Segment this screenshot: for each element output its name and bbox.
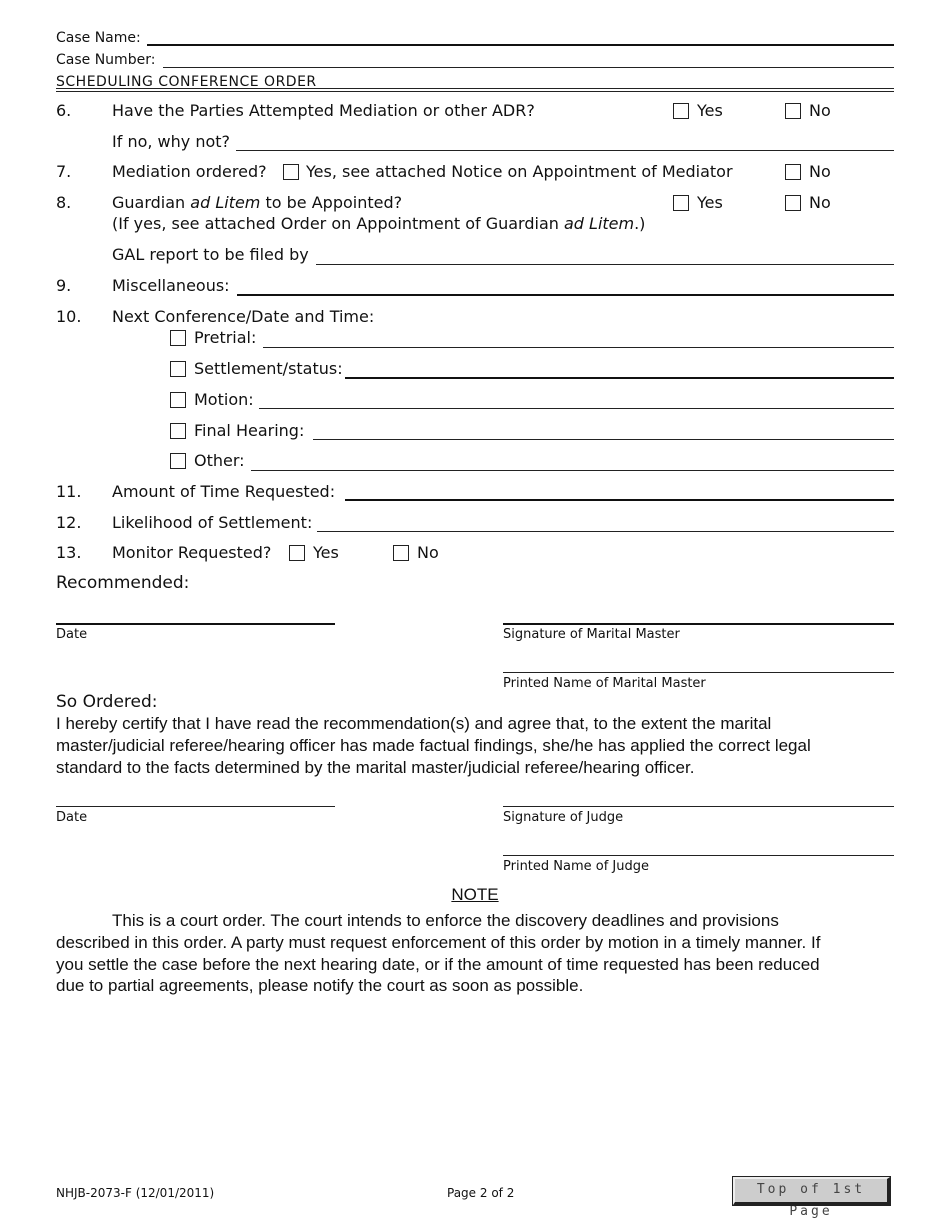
item-12-number: 12. (56, 513, 82, 532)
judge-signature-field[interactable] (503, 806, 894, 807)
item-10-number: 10. (56, 307, 82, 326)
item-6-why-field[interactable] (236, 150, 894, 151)
monitor-yes-checkbox[interactable] (289, 545, 305, 561)
motion-field[interactable] (259, 408, 894, 409)
note-line-2: described in this order. A party must request enforcement of this order by motion in a timely manner. If (56, 933, 821, 952)
master-signature-field[interactable] (503, 623, 894, 625)
other-checkbox[interactable] (170, 453, 186, 469)
item-6-yes-checkbox[interactable] (673, 103, 689, 119)
case-name-label: Case Name: (56, 30, 141, 46)
top-of-first-page-button[interactable]: Top of 1st Page (733, 1177, 890, 1205)
certify-line-2: master/judicial referee/hearing officer has made factual findings, she/he has applied the correct legal (56, 736, 811, 755)
final-hearing-checkbox[interactable] (170, 423, 186, 439)
item-8-yes-label: Yes (697, 193, 723, 212)
motion-checkbox[interactable] (170, 392, 186, 408)
settlement-field[interactable] (345, 377, 894, 379)
case-number-field[interactable] (163, 67, 894, 68)
monitor-no-label: No (417, 543, 439, 562)
item-13-number: 13. (56, 543, 82, 562)
item-7-no-label: No (809, 162, 831, 181)
miscellaneous-field[interactable] (237, 294, 894, 296)
item-8-q-ital: ad Litem (190, 193, 261, 212)
final-hearing-field[interactable] (313, 439, 894, 440)
other-label: Other: (194, 451, 245, 470)
settlement-likelihood-field[interactable] (317, 531, 894, 532)
gal-report-label: GAL report to be filed by (112, 245, 309, 264)
ordered-date-label: Date (56, 810, 88, 825)
item-8-sub-pre: (If yes, see attached Order on Appointment of Guardian (112, 214, 559, 233)
item-10-label: Next Conference/Date and Time: (112, 307, 375, 326)
case-number-label: Case Number: (56, 52, 156, 68)
item-6-yes-label: Yes (697, 101, 723, 120)
note-line-1: This is a court order. The court intends to enforce the discovery deadlines and provisions (112, 911, 779, 930)
item-7-yes-checkbox[interactable] (283, 164, 299, 180)
item-6-followup-label: If no, why not? (112, 132, 231, 151)
gal-report-field[interactable] (316, 264, 894, 265)
recommended-date-label: Date (56, 627, 88, 642)
so-ordered-heading: So Ordered: (56, 692, 158, 712)
pretrial-label: Pretrial: (194, 328, 257, 347)
certify-line-3: standard to the facts determined by the marital master/judicial referee/hearing officer. (56, 758, 695, 777)
item-8-no-checkbox[interactable] (785, 195, 801, 211)
item-8-q-pre: Guardian (112, 193, 186, 212)
settlement-checkbox[interactable] (170, 361, 186, 377)
judge-printed-name-label: Printed Name of Judge (503, 859, 650, 874)
page-number: Page 2 of 2 (447, 1186, 515, 1200)
item-11-label: Amount of Time Requested: (112, 482, 336, 501)
item-7-question: Mediation ordered? (112, 162, 267, 181)
item-9-number: 9. (56, 276, 72, 295)
item-8-yes-checkbox[interactable] (673, 195, 689, 211)
item-7-number: 7. (56, 162, 72, 181)
pretrial-checkbox[interactable] (170, 330, 186, 346)
item-13-label: Monitor Requested? (112, 543, 272, 562)
item-8-question (112, 193, 402, 213)
item-7-yes-label: Yes, see attached Notice on Appointment of Mediator (306, 162, 733, 181)
form-id: NHJB-2073-F (12/01/2011) (56, 1186, 215, 1200)
item-8-no-label: No (809, 193, 831, 212)
pretrial-field[interactable] (263, 347, 894, 348)
motion-label: Motion: (194, 390, 254, 409)
final-hearing-label: Final Hearing: (194, 421, 305, 440)
settlement-label: Settlement/status: (194, 359, 343, 378)
item-11-number: 11. (56, 482, 82, 501)
recommended-heading: Recommended: (56, 573, 190, 593)
item-8-subnote (112, 214, 645, 234)
item-7-no-checkbox[interactable] (785, 164, 801, 180)
ordered-date-field[interactable] (56, 806, 335, 807)
item-8-sub-ital: ad Litem (563, 214, 635, 233)
judge-signature-label: Signature of Judge (503, 810, 624, 825)
master-printed-name-field[interactable] (503, 672, 894, 673)
item-8-sub-post: .) (634, 214, 646, 233)
master-signature-label: Signature of Marital Master (503, 627, 680, 642)
item-6-question: Have the Parties Attempted Mediation or other ADR? (112, 101, 535, 120)
item-8-q-post: to be Appointed? (265, 193, 403, 212)
other-field[interactable] (251, 470, 894, 471)
recommended-date-field[interactable] (56, 623, 335, 625)
judge-printed-name-field[interactable] (503, 855, 894, 856)
note-line-3: you settle the case before the next hearing date, or if the amount of time requested has been reduced (56, 955, 820, 974)
item-6-no-checkbox[interactable] (785, 103, 801, 119)
monitor-yes-label: Yes (313, 543, 339, 562)
item-6-number: 6. (56, 101, 72, 120)
time-requested-field[interactable] (345, 499, 894, 501)
case-name-field[interactable] (147, 44, 894, 46)
item-8-number: 8. (56, 193, 72, 212)
monitor-no-checkbox[interactable] (393, 545, 409, 561)
header-rule-1 (56, 88, 894, 89)
note-line-4: due to partial agreements, please notify the court as soon as possible. (56, 976, 584, 995)
item-12-label: Likelihood of Settlement: (112, 513, 313, 532)
note-heading: NOTE (451, 885, 499, 904)
header-rule-2 (56, 91, 894, 92)
master-printed-name-label: Printed Name of Marital Master (503, 676, 706, 691)
certify-line-1: I hereby certify that I have read the recommendation(s) and agree that, to the extent the marital (56, 714, 772, 733)
form-title: SCHEDULING CONFERENCE ORDER (56, 74, 317, 90)
item-6-no-label: No (809, 101, 831, 120)
item-9-label: Miscellaneous: (112, 276, 230, 295)
